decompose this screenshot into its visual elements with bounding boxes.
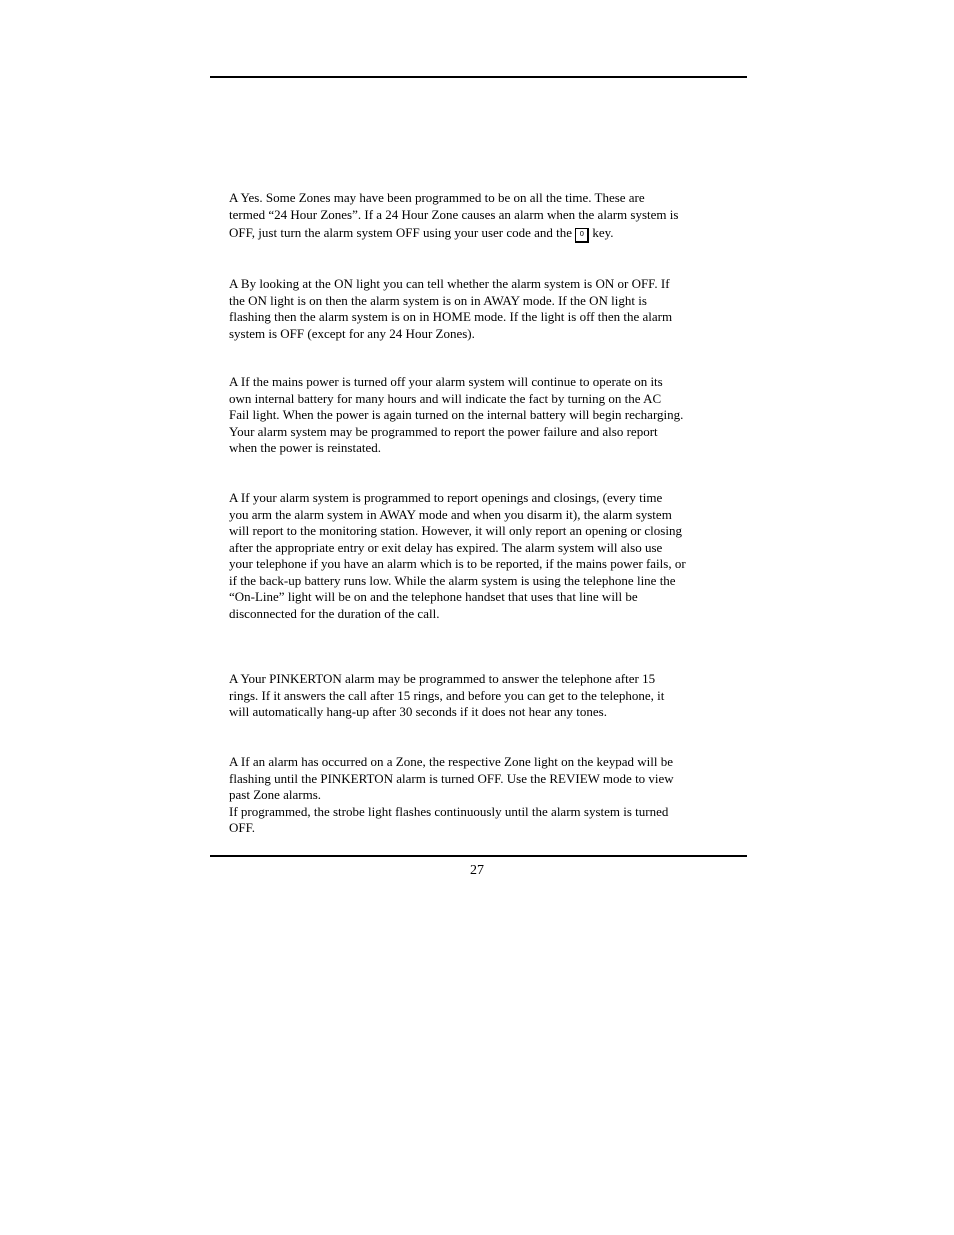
answer-line: will automatically hang-up after 30 seconds if it does not hear any tones. [229,704,607,719]
answer-line-text: OFF, just turn the alarm system OFF using your user code and the [229,225,573,240]
answer-line: disconnected for the duration of the call. [229,605,440,621]
answer-line: past Zone alarms. [229,787,322,802]
answer-line: flashing until the PINKERTON alarm is turned OFF. Use the REVIEW mode to view [229,770,674,786]
answer-line: will report to the monitoring station. However, it will only report an opening or closing [229,523,682,538]
answer-24-hour-zones [229,190,729,243]
answer-mains-power [229,374,729,457]
answer-line: you arm the alarm system in AWAY mode and when you disarm it), the alarm system [229,506,672,522]
answer-line: A If an alarm has occurred on a Zone, the respective Zone light on the keypad will be [229,754,674,769]
answer-line: If programmed, the strobe light flashes continuously until the alarm system is turned [229,803,669,819]
answer-line: flashing then the alarm system is on in HOME mode. If the light is off then the alarm [229,309,673,324]
answer-line: Your alarm system may be programmed to report the power failure and also report [229,423,658,439]
page-number: 27 [470,863,484,878]
answer-telephone-use [229,490,729,622]
answer-line: Fail light. When the power is again turned on the internal battery will begin recharging. [229,407,684,422]
answer-line: system is OFF (except for any 24 Hour Zones). [229,325,475,341]
answer-line-text: key. [592,225,614,240]
answer-line: OFF. [229,820,256,835]
answer-line: A If your alarm system is programmed to report openings and closings, (every time [229,490,663,505]
header-rule [210,76,747,78]
answer-line: A If the mains power is turned off your alarm system will continue to operate on its [229,374,663,389]
answer-line: A By looking at the ON light you can tell whether the alarm system is ON or OFF. If [229,276,670,291]
answer-line: termed “24 Hour Zones”. If a 24 Hour Zone causes an alarm when the alarm system is [229,206,679,222]
answer-line: your telephone if you have an alarm which is to be reported, if the mains power fails, or [229,556,686,571]
answer-line: when the power is reinstated. [229,440,381,455]
answer-line: after the appropriate entry or exit delay has expired. The alarm system will also use [229,539,663,555]
answer-on-light [229,276,729,342]
answer-line: A Your PINKERTON alarm may be programmed to answer the telephone after 15 [229,671,656,686]
answer-answering-telephone [229,671,729,721]
answer-line: A Yes. Some Zones may have been programmed to be on all the time. These are [229,190,645,205]
zero-key-icon: 0 [575,228,589,243]
footer-rule [210,855,747,857]
answer-zone-alarm [229,754,729,837]
answer-line: “On-Line” light will be on and the telephone handset that uses that line will be [229,589,638,604]
answer-line-with-key [229,225,729,243]
answer-line: if the back-up battery runs low. While the alarm system is using the telephone line the [229,572,676,588]
answer-line: own internal battery for many hours and will indicate the fact by turning on the AC [229,390,662,406]
answer-line: the ON light is on then the alarm system is on in AWAY mode. If the ON light is [229,292,647,308]
answer-line: rings. If it answers the call after 15 rings, and before you can get to the telephone, it [229,687,665,703]
